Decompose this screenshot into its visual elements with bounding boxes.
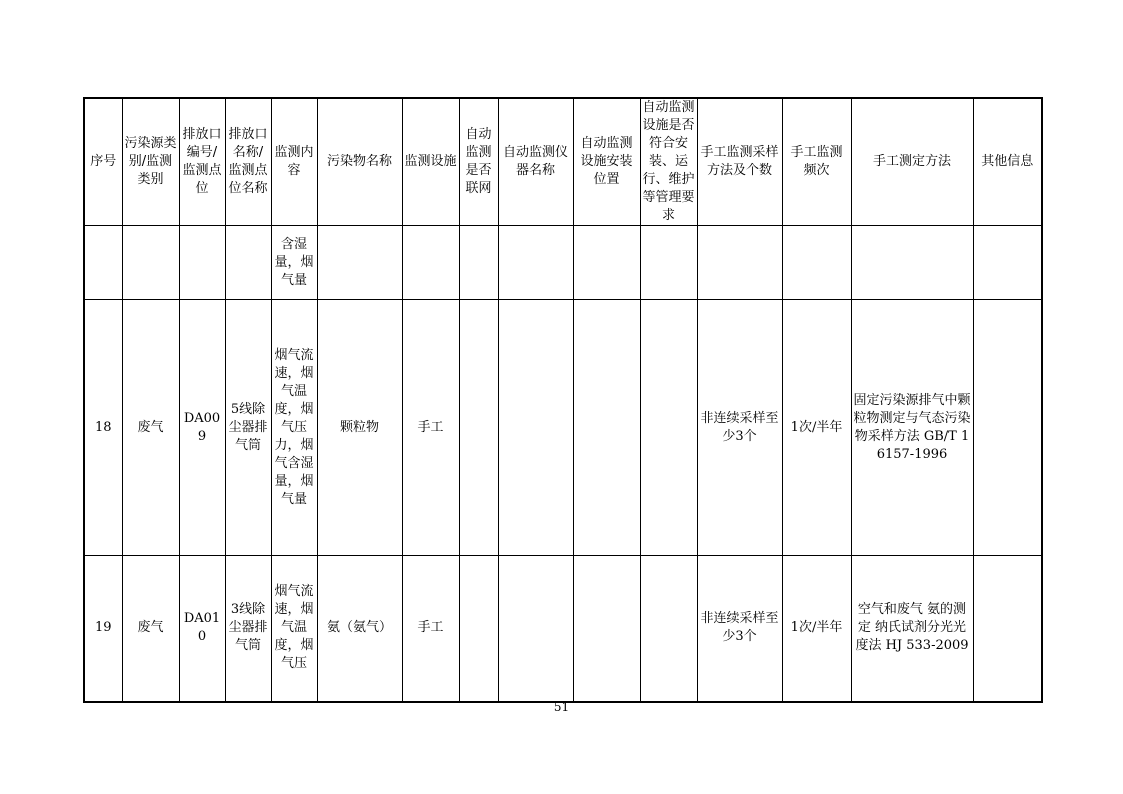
table-cell: [973, 300, 1042, 556]
table-cell: 18: [84, 300, 122, 556]
table-row: [84, 226, 1042, 300]
table-cell: 含湿量，烟气量: [271, 226, 317, 300]
table-cell: [498, 556, 573, 702]
table-cell: 氨（氨气）: [317, 556, 402, 702]
table-cell: 非连续采样至少3个: [697, 300, 782, 556]
header-cell: 排放口名称/监测点位名称: [225, 98, 271, 226]
table-cell: 废气: [122, 300, 179, 556]
header-cell: 自动监测仪器名称: [498, 98, 573, 226]
table-cell: 非连续采样至少3个: [697, 556, 782, 702]
table-cell: 固定污染源排气中颗粒物测定与气态污染物采样方法 GB/T 16157-1996: [851, 300, 973, 556]
header-cell: 自动监测设施是否符合安装、运行、维护等管理要求: [640, 98, 697, 226]
table-cell: 空气和废气 氨的测定 纳氏试剂分光光度法 HJ 533-2009: [851, 556, 973, 702]
table-row: [84, 556, 1042, 702]
table-cell: [402, 226, 459, 300]
table-cell: 颗粒物: [317, 300, 402, 556]
table-cell: [973, 556, 1042, 702]
header-cell: 污染源类别/监测类别: [122, 98, 179, 226]
header-cell: 污染物名称: [317, 98, 402, 226]
table-cell: [782, 226, 851, 300]
table-row: [84, 300, 1042, 556]
header-cell: 手工监测频次: [782, 98, 851, 226]
table-cell: 手工: [402, 556, 459, 702]
table-cell: [640, 556, 697, 702]
table-cell: DA009: [179, 300, 225, 556]
table-cell: 1次/半年: [782, 300, 851, 556]
table-cell: 手工: [402, 300, 459, 556]
table-cell: [84, 226, 122, 300]
table-cell: [573, 300, 640, 556]
table-cell: [122, 226, 179, 300]
header-row: [84, 98, 1042, 226]
table-cell: [459, 226, 498, 300]
table-cell: 废气: [122, 556, 179, 702]
header-cell: 监测内容: [271, 98, 317, 226]
table-cell: 19: [84, 556, 122, 702]
table-cell: 3线除尘器排气筒: [225, 556, 271, 702]
table-cell: 1次/半年: [782, 556, 851, 702]
table-cell: [459, 556, 498, 702]
table-cell: [459, 300, 498, 556]
table-cell: [573, 556, 640, 702]
header-cell: 手工测定方法: [851, 98, 973, 226]
table-cell: [851, 226, 973, 300]
table-cell: [640, 226, 697, 300]
header-cell: 手工监测采样方法及个数: [697, 98, 782, 226]
table-cell: DA010: [179, 556, 225, 702]
table-cell: 烟气流速，烟气温度，烟气压力，烟气含湿量，烟气量: [271, 300, 317, 556]
table-cell: [573, 226, 640, 300]
header-cell: 监测设施: [402, 98, 459, 226]
table-cell: [317, 226, 402, 300]
page-number: 51: [553, 700, 570, 714]
table-cell: [640, 300, 697, 556]
table-cell: [973, 226, 1042, 300]
header-cell: 序号: [84, 98, 122, 226]
table-cell: [179, 226, 225, 300]
table-cell: 烟气流速，烟气温度，烟气压: [271, 556, 317, 702]
header-cell: 其他信息: [973, 98, 1042, 226]
header-cell: 排放口编号/监测点位: [179, 98, 225, 226]
header-cell: 自动监测是否联网: [459, 98, 498, 226]
table-cell: [697, 226, 782, 300]
table-cell: [498, 300, 573, 556]
monitoring-table: [83, 97, 1043, 703]
header-cell: 自动监测设施安装位置: [573, 98, 640, 226]
table-cell: 5线除尘器排气筒: [225, 300, 271, 556]
table-cell: [225, 226, 271, 300]
table-cell: [498, 226, 573, 300]
